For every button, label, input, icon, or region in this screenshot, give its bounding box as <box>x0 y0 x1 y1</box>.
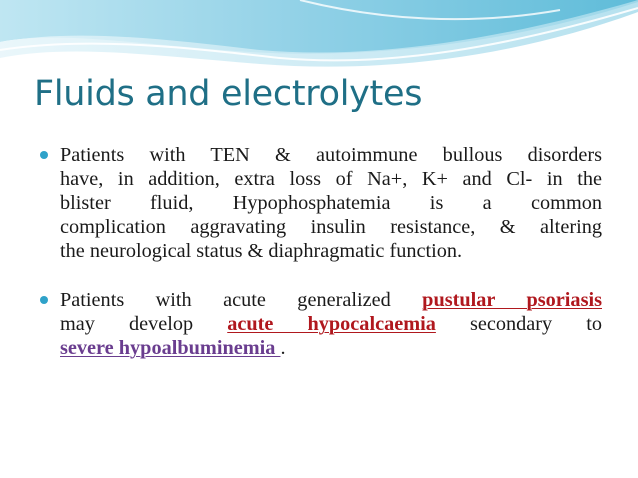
bullet-line: Patients with TEN & autoimmune bullous disorders <box>60 144 602 166</box>
bullet-line: have, in addition, extra loss of Na+, K+ and Cl- in the <box>60 168 602 190</box>
bullet-text: . <box>280 337 286 359</box>
bullet-line: complication aggravating insulin resistance, & altering <box>60 216 602 238</box>
header-wave-decoration <box>0 0 638 80</box>
keyword-pustular-psoriasis: pustular psoriasis <box>422 289 602 311</box>
bullet-marker-icon <box>40 296 48 304</box>
bullet-item-pustular-psoriasis <box>38 288 602 360</box>
bullet-item-electrolyte-loss <box>38 143 602 263</box>
bullet-line <box>60 288 602 312</box>
bullet-line: blister fluid, Hypophosphatemia is a common <box>60 192 602 214</box>
slide-title: Fluids and electrolytes <box>34 74 423 114</box>
bullet-text: Patients with acute generalized <box>60 289 423 311</box>
bullet-text: secondary to <box>435 313 602 335</box>
bullet-line <box>60 336 602 360</box>
bullet-line: the neurological status & diaphragmatic function. <box>60 240 463 262</box>
keyword-acute-hypocalcaemia: acute hypocalcaemia <box>227 313 436 335</box>
bullet-text: may develop <box>60 313 228 335</box>
keyword-severe-hypoalbuminemia: severe hypoalbuminemia <box>60 337 281 359</box>
bullet-marker-icon <box>40 151 48 159</box>
bullet-line <box>60 312 602 336</box>
bullet-list <box>38 143 602 360</box>
